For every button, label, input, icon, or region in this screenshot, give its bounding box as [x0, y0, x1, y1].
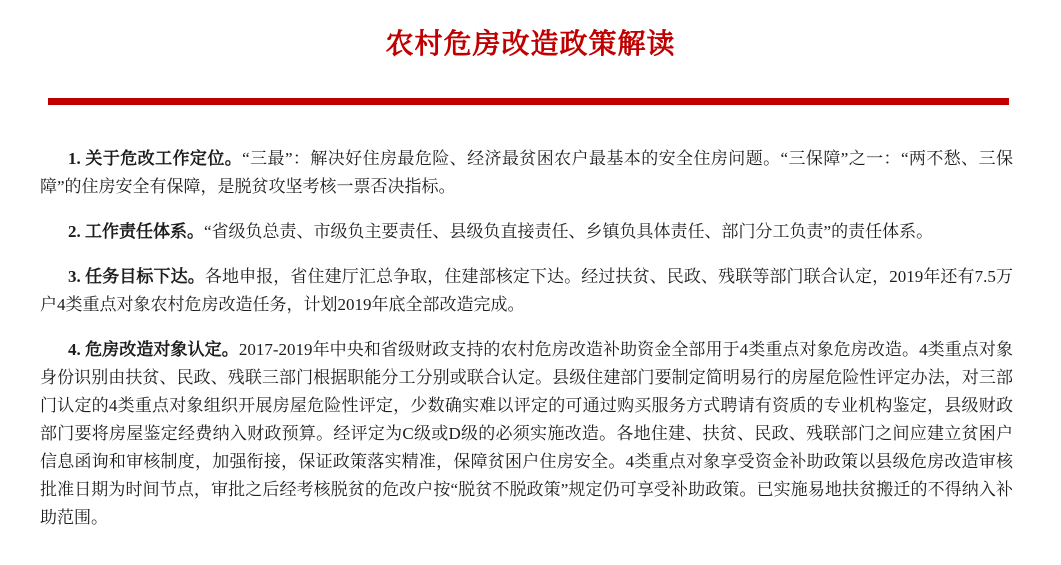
- paragraph-2-heading: 2. 工作责任体系。: [68, 222, 204, 241]
- paragraph-1-heading: 1. 关于危改工作定位。: [68, 149, 243, 168]
- paragraph-2: [40, 218, 1013, 246]
- paragraph-3: [40, 263, 1013, 319]
- paragraph-3-heading: 3. 任务目标下达。: [68, 267, 205, 286]
- paragraph-1: [40, 145, 1013, 201]
- paragraph-4-heading: 4. 危房改造对象认定。: [68, 340, 239, 359]
- paragraph-4-text: 2017-2019年中央和省级财政支持的农村危房改造补助资金全部用于4类重点对象危房改造。4类重点对象身份识别由扶贫、民政、残联三部门根据职能分工分别或联合认定。县级住建部门要制定简明易行的房屋危险性评定办法，对三部门认定的4类重点对象组织开展房屋危险性评定，少数确实难以评定的可通过购买服务方式聘请有资质的专业机构鉴定，县级财政部门要将房屋鉴定经费纳入财政预算。经评定为C级或D级的必须实施改造。各地住建、扶贫、民政、残联部门之间应建立贫困户信息函询和审核制度，加强衔接，保证政策落实精准，保障贫困户住房安全。4类重点对象享受资金补助政策以县级危房改造审核批准日期为时间节点，审批之后经考核脱贫的危改户按“脱贫不脱政策”规定仍可享受补助政策。已实施易地扶贫搬迁的不得纳入补助范围。: [40, 340, 1013, 527]
- title-divider-rule: [48, 98, 1009, 105]
- paragraph-2-text: “省级负总责、市级负主要责任、县级负直接责任、乡镇负具体责任、部门分工负责”的责任体系。: [204, 222, 934, 241]
- page-title: 农村危房改造政策解读: [385, 29, 676, 60]
- paragraph-3-text: 各地申报，省住建厅汇总争取，住建部核定下达。经过扶贫、民政、残联等部门联合认定，2019年还有7.5万户4类重点对象农村危房改造任务，计划2019年底全部改造完成。: [40, 267, 1014, 314]
- paragraph-1-text: “三最”：解决好住房最危险、经济最贫困农户最基本的安全住房问题。“三保障”之一：“两不愁、三保障”的住房安全有保障，是脱贫攻坚考核一票否决指标。: [40, 149, 1013, 196]
- document-page: [0, 26, 1061, 565]
- paragraph-4: [40, 336, 1013, 532]
- document-body: [40, 145, 1013, 532]
